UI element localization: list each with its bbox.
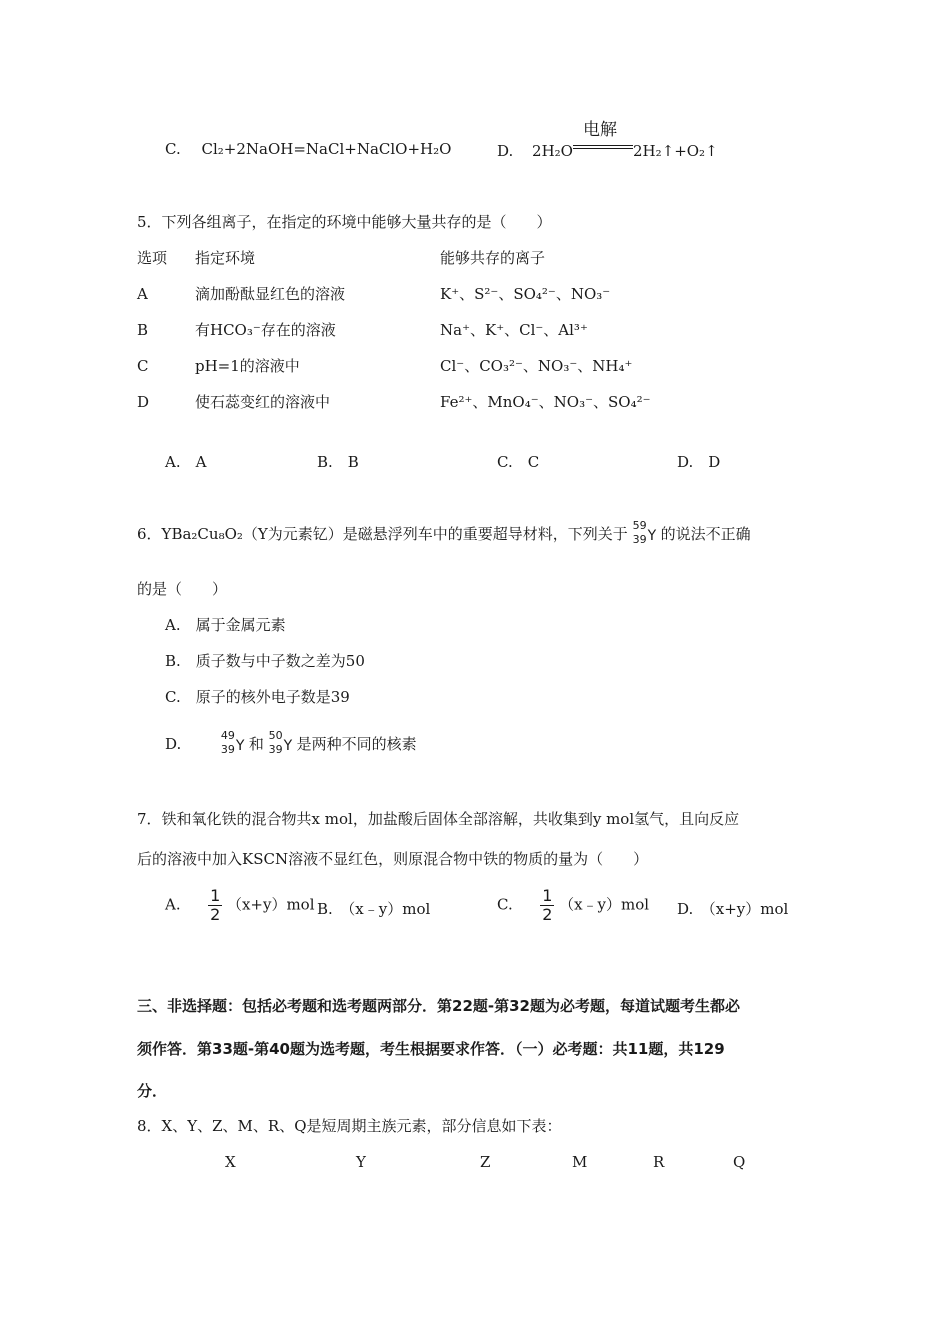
nuclide-number: 39 <box>220 743 235 756</box>
q7-option-a-label: A. <box>165 895 181 914</box>
fraction-half <box>540 888 554 923</box>
nuclide-mass: 59 <box>632 519 647 532</box>
q5-row-a-ions: K⁺、S²⁻、SO₄²⁻、NO₃⁻ <box>440 285 611 303</box>
q4-option-c-text: Cl₂+2NaOH=NaCl+NaClO+H₂O <box>201 140 452 158</box>
q6-option-a[interactable]: A. 属于金属元素 <box>165 616 286 634</box>
q5-header-option: 选项 <box>137 249 168 267</box>
q5-choice-d[interactable]: D. D <box>677 453 721 471</box>
fraction-numerator: 1 <box>542 886 553 905</box>
q6-option-d-tail: 是两种不同的核素 <box>296 735 417 753</box>
nuclide-number: 39 <box>268 743 283 756</box>
q7-stem-line2: 后的溶液中加入KSCN溶液不显红色，则原混合物中铁的物质的量为（ ） <box>137 850 649 868</box>
q6-option-d-mid: 和 <box>248 735 264 753</box>
q5-row-c-option: C <box>137 357 149 375</box>
q5-row-b-ions: Na⁺、K⁺、Cl⁻、Al³⁺ <box>440 321 588 339</box>
q6-stem-line1 <box>137 520 751 550</box>
fraction-denominator: 2 <box>542 905 553 924</box>
q8-col-z: Z <box>480 1153 491 1171</box>
q7-stem-line1: 7．铁和氧化铁的混合物共x mol，加盐酸后固体全部溶解，共收集到y mol氢气，且向反应 <box>137 810 740 828</box>
q8-col-m: M <box>572 1153 588 1171</box>
q7-option-b[interactable]: B. （x﹣y）mol <box>317 900 431 918</box>
q7-option-c-text: （x﹣y）mol <box>559 895 650 914</box>
q4-option-d <box>497 120 718 160</box>
q5-row-b-env: 有HCO₃⁻存在的溶液 <box>195 321 336 339</box>
q5-choice-c[interactable]: C. C <box>497 453 540 471</box>
q6-option-b[interactable]: B. 质子数与中子数之差为50 <box>165 652 365 670</box>
q5-row-a-env: 滴加酚酞显红色的溶液 <box>195 285 346 303</box>
nuclide-number: 39 <box>632 533 647 546</box>
q5-row-d-env: 使石蕊变红的溶液中 <box>195 393 331 411</box>
q8-col-q: Q <box>733 1153 746 1171</box>
q6-stem-line2: 的是（ ） <box>137 580 228 598</box>
q7-option-c[interactable] <box>497 888 649 923</box>
nuclide-y50 <box>269 730 297 760</box>
q5-header-ions: 能够共存的离子 <box>440 249 546 267</box>
q6-option-c[interactable]: C. 原子的核外电子数是39 <box>165 688 350 706</box>
electrolysis-label: 电解 <box>582 120 617 140</box>
q6-option-d[interactable] <box>165 730 417 760</box>
nuclide-y49 <box>221 730 249 760</box>
section3-line1: 三、非选择题：包括必考题和选考题两部分．第22题-第32题为必考题，每道试题考生都必 <box>137 997 740 1015</box>
nuclide-symbol: Y <box>283 738 293 754</box>
q6-option-d-label: D. <box>165 735 182 753</box>
fraction-denominator: 2 <box>210 905 221 924</box>
q8-col-y: Y <box>356 1153 366 1171</box>
q5-row-a-option: A <box>137 285 148 303</box>
electrolysis-arrow <box>573 120 633 156</box>
nuclide-mass: 49 <box>220 729 235 742</box>
fraction-half <box>208 888 222 923</box>
q5-choice-a[interactable]: A. A <box>165 453 207 471</box>
section3-line2: 须作答．第33题-第40题为选考题，考生根据要求作答．（一）必考题：共11题，共129 <box>137 1040 725 1058</box>
q5-stem: 5．下列各组离子，在指定的环境中能够大量共存的是（ ） <box>137 213 552 231</box>
nuclide-y59 <box>633 520 661 550</box>
q5-choice-b[interactable]: B. B <box>317 453 359 471</box>
q5-row-c-ions: Cl⁻、CO₃²⁻、NO₃⁻、NH₄⁺ <box>440 357 633 375</box>
section3-line3: 分． <box>137 1082 168 1100</box>
q4-option-c <box>165 142 451 157</box>
q6-stem-part1: 6．YBa₂Cu₈O₂（Y为元素钇）是磁悬浮列车中的重要超导材料，下列关于 <box>137 525 628 543</box>
q4-option-d-label: D. <box>497 142 514 160</box>
nuclide-mass: 50 <box>268 729 283 742</box>
q4-option-d-left: 2H₂O <box>532 142 573 160</box>
nuclide-symbol: Y <box>235 738 245 754</box>
q5-row-c-env: pH=1的溶液中 <box>195 357 300 375</box>
nuclide-symbol: Y <box>647 528 657 544</box>
q4-option-c-label: C. <box>165 140 181 158</box>
q8-stem: 8．X、Y、Z、M、R、Q是短周期主族元素，部分信息如下表： <box>137 1117 562 1135</box>
q5-header-env: 指定环境 <box>195 249 256 267</box>
q7-option-c-label: C. <box>497 895 513 914</box>
q4-option-d-right: 2H₂↑+O₂↑ <box>632 142 718 160</box>
q8-col-x: X <box>225 1153 236 1171</box>
q7-option-a-text: （x+y）mol <box>226 895 315 914</box>
q7-option-a[interactable] <box>165 888 315 923</box>
q5-row-d-ions: Fe²⁺、MnO₄⁻、NO₃⁻、SO₄²⁻ <box>440 393 651 411</box>
q6-stem-part2: 的说法不正确 <box>660 525 751 543</box>
q8-col-r: R <box>653 1153 665 1171</box>
q5-row-d-option: D <box>137 393 150 411</box>
q7-option-d[interactable]: D. （x+y）mol <box>677 900 789 918</box>
fraction-numerator: 1 <box>210 886 221 905</box>
q5-row-b-option: B <box>137 321 149 339</box>
